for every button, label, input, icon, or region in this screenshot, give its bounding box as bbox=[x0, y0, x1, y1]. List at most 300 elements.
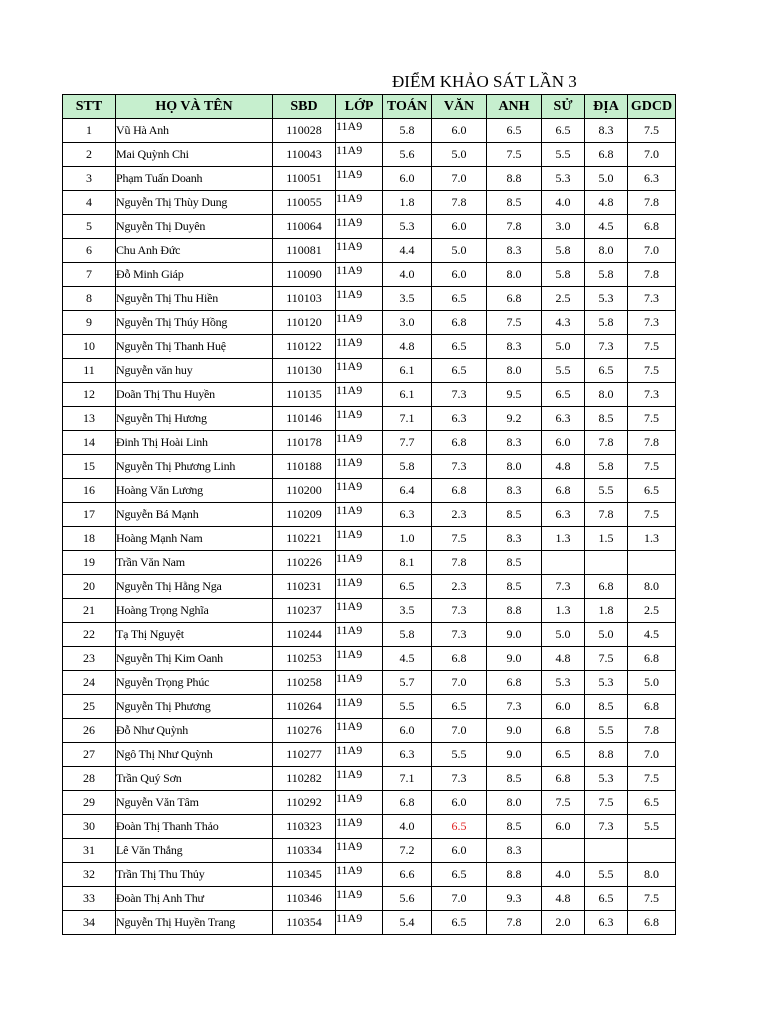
su-score: 6.5 bbox=[542, 743, 585, 767]
table-row bbox=[63, 239, 676, 263]
toan-score: 5.6 bbox=[383, 887, 432, 911]
gdcd-score: 6.5 bbox=[628, 791, 676, 815]
name-cell: Nguyễn Thị Hằng Nga bbox=[116, 575, 273, 599]
sbd-cell: 110282 bbox=[273, 767, 336, 791]
table-row bbox=[63, 359, 676, 383]
toan-score: 4.5 bbox=[383, 647, 432, 671]
anh-score: 8.0 bbox=[487, 359, 542, 383]
van-score: 6.8 bbox=[432, 311, 487, 335]
dia-score: 5.5 bbox=[585, 863, 628, 887]
toan-score: 4.0 bbox=[383, 263, 432, 287]
anh-score: 9.0 bbox=[487, 743, 542, 767]
gdcd-score: 5.0 bbox=[628, 671, 676, 695]
lop-cell: 11A9 bbox=[336, 239, 383, 263]
toan-score: 1.8 bbox=[383, 191, 432, 215]
dia-score: 1.5 bbox=[585, 527, 628, 551]
dia-score: 8.5 bbox=[585, 407, 628, 431]
table-row bbox=[63, 383, 676, 407]
name-cell: Nguyễn Văn Tâm bbox=[116, 791, 273, 815]
anh-score: 8.5 bbox=[487, 191, 542, 215]
gdcd-score: 6.3 bbox=[628, 167, 676, 191]
sbd-cell: 110258 bbox=[273, 671, 336, 695]
stt-cell: 19 bbox=[63, 551, 116, 575]
name-cell: Nguyễn Thị Kim Oanh bbox=[116, 647, 273, 671]
anh-score: 8.0 bbox=[487, 791, 542, 815]
sbd-cell: 110292 bbox=[273, 791, 336, 815]
anh-score: 9.0 bbox=[487, 623, 542, 647]
su-score: 4.8 bbox=[542, 647, 585, 671]
table-row bbox=[63, 311, 676, 335]
anh-score: 9.0 bbox=[487, 647, 542, 671]
toan-score: 6.0 bbox=[383, 719, 432, 743]
sbd-cell: 110188 bbox=[273, 455, 336, 479]
toan-score: 4.8 bbox=[383, 335, 432, 359]
name-cell: Đoàn Thị Thanh Thảo bbox=[116, 815, 273, 839]
lop-cell: 11A9 bbox=[336, 215, 383, 239]
stt-cell: 4 bbox=[63, 191, 116, 215]
gdcd-score: 2.5 bbox=[628, 599, 676, 623]
su-score: 5.8 bbox=[542, 239, 585, 263]
dia-score: 1.8 bbox=[585, 599, 628, 623]
van-score: 6.5 bbox=[432, 359, 487, 383]
name-cell: Hoàng Mạnh Nam bbox=[116, 527, 273, 551]
van-score: 2.3 bbox=[432, 575, 487, 599]
dia-score: 7.5 bbox=[585, 647, 628, 671]
toan-score: 8.1 bbox=[383, 551, 432, 575]
su-score: 6.3 bbox=[542, 407, 585, 431]
gdcd-score: 7.5 bbox=[628, 407, 676, 431]
anh-score: 9.2 bbox=[487, 407, 542, 431]
gdcd-score: 7.3 bbox=[628, 383, 676, 407]
dia-score: 6.3 bbox=[585, 911, 628, 935]
lop-cell: 11A9 bbox=[336, 575, 383, 599]
table-row bbox=[63, 695, 676, 719]
toan-score: 5.8 bbox=[383, 455, 432, 479]
name-cell: Nguyễn Thị Hương bbox=[116, 407, 273, 431]
dia-score: 8.3 bbox=[585, 119, 628, 143]
gdcd-score: 7.8 bbox=[628, 719, 676, 743]
su-score: 4.0 bbox=[542, 191, 585, 215]
van-score: 7.0 bbox=[432, 167, 487, 191]
table-row bbox=[63, 503, 676, 527]
toan-score: 4.0 bbox=[383, 815, 432, 839]
name-cell: Trần Thị Thu Thủy bbox=[116, 863, 273, 887]
van-score: 5.5 bbox=[432, 743, 487, 767]
toan-score: 5.8 bbox=[383, 623, 432, 647]
dia-score: 5.0 bbox=[585, 167, 628, 191]
name-cell: Trần Văn Nam bbox=[116, 551, 273, 575]
su-score: 6.5 bbox=[542, 119, 585, 143]
sbd-cell: 110237 bbox=[273, 599, 336, 623]
table-row bbox=[63, 263, 676, 287]
su-score: 5.0 bbox=[542, 623, 585, 647]
lop-cell: 11A9 bbox=[336, 191, 383, 215]
lop-cell: 11A9 bbox=[336, 623, 383, 647]
dia-score: 6.5 bbox=[585, 887, 628, 911]
lop-cell: 11A9 bbox=[336, 455, 383, 479]
table-row bbox=[63, 791, 676, 815]
name-cell: Đoàn Thị Anh Thư bbox=[116, 887, 273, 911]
sbd-cell: 110354 bbox=[273, 911, 336, 935]
table-row bbox=[63, 671, 676, 695]
van-score: 7.3 bbox=[432, 455, 487, 479]
anh-score: 6.8 bbox=[487, 287, 542, 311]
van-score: 7.0 bbox=[432, 671, 487, 695]
dia-score: 6.8 bbox=[585, 575, 628, 599]
stt-cell: 9 bbox=[63, 311, 116, 335]
stt-cell: 23 bbox=[63, 647, 116, 671]
lop-cell: 11A9 bbox=[336, 383, 383, 407]
sbd-cell: 110226 bbox=[273, 551, 336, 575]
toan-score: 6.8 bbox=[383, 791, 432, 815]
table-row bbox=[63, 815, 676, 839]
lop-cell: 11A9 bbox=[336, 431, 383, 455]
name-cell: Lê Văn Thắng bbox=[116, 839, 273, 863]
dia-score: 5.5 bbox=[585, 719, 628, 743]
van-score: 5.0 bbox=[432, 143, 487, 167]
name-cell: Nguyễn Thị Huyền Trang bbox=[116, 911, 273, 935]
table-row bbox=[63, 743, 676, 767]
stt-cell: 14 bbox=[63, 431, 116, 455]
sbd-cell: 110081 bbox=[273, 239, 336, 263]
anh-score: 8.5 bbox=[487, 815, 542, 839]
toan-score: 6.1 bbox=[383, 359, 432, 383]
table-row bbox=[63, 575, 676, 599]
van-score: 6.5 bbox=[432, 863, 487, 887]
anh-score: 7.5 bbox=[487, 311, 542, 335]
sbd-cell: 110231 bbox=[273, 575, 336, 599]
gdcd-score: 7.8 bbox=[628, 191, 676, 215]
name-cell: Hoàng Trọng Nghĩa bbox=[116, 599, 273, 623]
sbd-cell: 110122 bbox=[273, 335, 336, 359]
table-row bbox=[63, 767, 676, 791]
anh-score: 6.8 bbox=[487, 671, 542, 695]
gdcd-score: 4.5 bbox=[628, 623, 676, 647]
dia-score: 5.3 bbox=[585, 287, 628, 311]
van-score: 6.8 bbox=[432, 647, 487, 671]
stt-cell: 2 bbox=[63, 143, 116, 167]
su-score: 6.3 bbox=[542, 503, 585, 527]
name-cell: Mai Quỳnh Chi bbox=[116, 143, 273, 167]
gdcd-score: 7.5 bbox=[628, 767, 676, 791]
name-cell: Phạm Tuấn Doanh bbox=[116, 167, 273, 191]
anh-score: 8.3 bbox=[487, 479, 542, 503]
dia-score: 7.5 bbox=[585, 791, 628, 815]
sbd-cell: 110103 bbox=[273, 287, 336, 311]
anh-score: 8.3 bbox=[487, 839, 542, 863]
dia-score bbox=[585, 839, 628, 863]
col-gdcd-header: GDCD bbox=[628, 95, 676, 119]
dia-score: 7.8 bbox=[585, 503, 628, 527]
stt-cell: 20 bbox=[63, 575, 116, 599]
sbd-cell: 110221 bbox=[273, 527, 336, 551]
gdcd-score: 7.0 bbox=[628, 239, 676, 263]
van-score: 7.3 bbox=[432, 623, 487, 647]
su-score: 4.3 bbox=[542, 311, 585, 335]
sbd-cell: 110064 bbox=[273, 215, 336, 239]
name-cell: Nguyễn Thị Thanh Huệ bbox=[116, 335, 273, 359]
stt-cell: 24 bbox=[63, 671, 116, 695]
name-cell: Nguyễn Thị Thùy Dung bbox=[116, 191, 273, 215]
name-cell: Nguyễn Thị Phương bbox=[116, 695, 273, 719]
van-score: 6.0 bbox=[432, 839, 487, 863]
lop-cell: 11A9 bbox=[336, 287, 383, 311]
su-score: 6.5 bbox=[542, 383, 585, 407]
col-anh-header: ANH bbox=[487, 95, 542, 119]
sbd-cell: 110200 bbox=[273, 479, 336, 503]
table-row bbox=[63, 887, 676, 911]
lop-cell: 11A9 bbox=[336, 143, 383, 167]
name-cell: Nguyễn Thị Duyên bbox=[116, 215, 273, 239]
table-body bbox=[63, 119, 676, 935]
lop-cell: 11A9 bbox=[336, 407, 383, 431]
dia-score: 5.3 bbox=[585, 767, 628, 791]
table-row bbox=[63, 551, 676, 575]
stt-cell: 30 bbox=[63, 815, 116, 839]
dia-score: 5.8 bbox=[585, 311, 628, 335]
stt-cell: 15 bbox=[63, 455, 116, 479]
table-row bbox=[63, 143, 676, 167]
van-score: 7.3 bbox=[432, 599, 487, 623]
sbd-cell: 110244 bbox=[273, 623, 336, 647]
dia-score: 5.8 bbox=[585, 455, 628, 479]
lop-cell: 11A9 bbox=[336, 767, 383, 791]
lop-cell: 11A9 bbox=[336, 671, 383, 695]
van-score: 6.0 bbox=[432, 263, 487, 287]
dia-score: 7.8 bbox=[585, 431, 628, 455]
su-score: 5.8 bbox=[542, 263, 585, 287]
anh-score: 8.3 bbox=[487, 527, 542, 551]
stt-cell: 16 bbox=[63, 479, 116, 503]
su-score: 4.8 bbox=[542, 887, 585, 911]
toan-score: 5.5 bbox=[383, 695, 432, 719]
anh-score: 8.3 bbox=[487, 431, 542, 455]
su-score: 1.3 bbox=[542, 599, 585, 623]
lop-cell: 11A9 bbox=[336, 863, 383, 887]
toan-score: 6.3 bbox=[383, 743, 432, 767]
anh-score: 8.8 bbox=[487, 167, 542, 191]
stt-cell: 31 bbox=[63, 839, 116, 863]
table-row bbox=[63, 431, 676, 455]
table-header bbox=[63, 95, 676, 119]
gdcd-score: 6.8 bbox=[628, 215, 676, 239]
su-score: 5.0 bbox=[542, 335, 585, 359]
sbd-cell: 110130 bbox=[273, 359, 336, 383]
name-cell: Nguyễn Thị Phương Linh bbox=[116, 455, 273, 479]
van-score: 7.0 bbox=[432, 887, 487, 911]
gdcd-score: 7.5 bbox=[628, 887, 676, 911]
sbd-cell: 110276 bbox=[273, 719, 336, 743]
toan-score: 6.5 bbox=[383, 575, 432, 599]
su-score: 6.8 bbox=[542, 479, 585, 503]
van-score: 2.3 bbox=[432, 503, 487, 527]
table-row bbox=[63, 647, 676, 671]
van-score: 7.5 bbox=[432, 527, 487, 551]
su-score: 4.0 bbox=[542, 863, 585, 887]
toan-score: 6.3 bbox=[383, 503, 432, 527]
lop-cell: 11A9 bbox=[336, 887, 383, 911]
su-score: 7.5 bbox=[542, 791, 585, 815]
su-score bbox=[542, 839, 585, 863]
stt-cell: 17 bbox=[63, 503, 116, 527]
dia-score: 7.3 bbox=[585, 815, 628, 839]
lop-cell: 11A9 bbox=[336, 551, 383, 575]
name-cell: Doãn Thị Thu Huyền bbox=[116, 383, 273, 407]
gdcd-score: 7.5 bbox=[628, 119, 676, 143]
van-score: 7.3 bbox=[432, 383, 487, 407]
sbd-cell: 110043 bbox=[273, 143, 336, 167]
toan-score: 7.1 bbox=[383, 407, 432, 431]
van-score: 6.0 bbox=[432, 119, 487, 143]
gdcd-score: 7.0 bbox=[628, 743, 676, 767]
lop-cell: 11A9 bbox=[336, 695, 383, 719]
gdcd-score: 7.5 bbox=[628, 455, 676, 479]
sbd-cell: 110346 bbox=[273, 887, 336, 911]
su-score bbox=[542, 551, 585, 575]
gdcd-score: 7.0 bbox=[628, 143, 676, 167]
su-score: 3.0 bbox=[542, 215, 585, 239]
table-row bbox=[63, 287, 676, 311]
stt-cell: 34 bbox=[63, 911, 116, 935]
lop-cell: 11A9 bbox=[336, 839, 383, 863]
sbd-cell: 110051 bbox=[273, 167, 336, 191]
su-score: 2.0 bbox=[542, 911, 585, 935]
anh-score: 8.8 bbox=[487, 599, 542, 623]
col-toan-header: TOÁN bbox=[383, 95, 432, 119]
lop-cell: 11A9 bbox=[336, 503, 383, 527]
van-score: 7.3 bbox=[432, 767, 487, 791]
col-ho-va-ten-header: HỌ VÀ TÊN bbox=[116, 95, 273, 119]
stt-cell: 8 bbox=[63, 287, 116, 311]
anh-score: 8.5 bbox=[487, 575, 542, 599]
su-score: 7.3 bbox=[542, 575, 585, 599]
name-cell: Nguyễn Thị Thu Hiền bbox=[116, 287, 273, 311]
name-cell: Chu Anh Đức bbox=[116, 239, 273, 263]
su-score: 5.5 bbox=[542, 359, 585, 383]
stt-cell: 3 bbox=[63, 167, 116, 191]
su-score: 6.8 bbox=[542, 719, 585, 743]
lop-cell: 11A9 bbox=[336, 167, 383, 191]
stt-cell: 7 bbox=[63, 263, 116, 287]
anh-score: 8.5 bbox=[487, 503, 542, 527]
dia-score: 5.3 bbox=[585, 671, 628, 695]
dia-score: 8.5 bbox=[585, 695, 628, 719]
stt-cell: 27 bbox=[63, 743, 116, 767]
su-score: 6.0 bbox=[542, 695, 585, 719]
anh-score: 7.8 bbox=[487, 911, 542, 935]
stt-cell: 26 bbox=[63, 719, 116, 743]
table-row bbox=[63, 911, 676, 935]
gdcd-score: 6.8 bbox=[628, 647, 676, 671]
stt-cell: 13 bbox=[63, 407, 116, 431]
name-cell: Đinh Thị Hoài Linh bbox=[116, 431, 273, 455]
van-score: 6.0 bbox=[432, 215, 487, 239]
name-cell: Vũ Hà Anh bbox=[116, 119, 273, 143]
toan-score: 7.7 bbox=[383, 431, 432, 455]
col-stt-header: STT bbox=[63, 95, 116, 119]
table-row bbox=[63, 455, 676, 479]
anh-score: 8.0 bbox=[487, 263, 542, 287]
sbd-cell: 110028 bbox=[273, 119, 336, 143]
dia-score: 4.5 bbox=[585, 215, 628, 239]
su-score: 1.3 bbox=[542, 527, 585, 551]
name-cell: Tạ Thị Nguyệt bbox=[116, 623, 273, 647]
dia-score: 5.5 bbox=[585, 479, 628, 503]
van-score: 6.8 bbox=[432, 431, 487, 455]
anh-score: 8.5 bbox=[487, 767, 542, 791]
toan-score: 5.8 bbox=[383, 119, 432, 143]
dia-score: 5.0 bbox=[585, 623, 628, 647]
header-row bbox=[63, 95, 676, 119]
su-score: 5.3 bbox=[542, 167, 585, 191]
van-score: 6.5 bbox=[432, 815, 487, 839]
grades-table bbox=[62, 94, 676, 935]
name-cell: Đỗ Minh Giáp bbox=[116, 263, 273, 287]
col-sbd-header: SBD bbox=[273, 95, 336, 119]
dia-score: 6.8 bbox=[585, 143, 628, 167]
gdcd-score: 6.8 bbox=[628, 695, 676, 719]
toan-score: 7.1 bbox=[383, 767, 432, 791]
su-score: 6.0 bbox=[542, 815, 585, 839]
anh-score: 7.5 bbox=[487, 143, 542, 167]
toan-score: 5.7 bbox=[383, 671, 432, 695]
van-score: 7.8 bbox=[432, 551, 487, 575]
gdcd-score: 7.8 bbox=[628, 431, 676, 455]
van-score: 7.0 bbox=[432, 719, 487, 743]
su-score: 5.5 bbox=[542, 143, 585, 167]
name-cell: Nguyễn Bá Mạnh bbox=[116, 503, 273, 527]
su-score: 4.8 bbox=[542, 455, 585, 479]
anh-score: 8.8 bbox=[487, 863, 542, 887]
gdcd-score: 8.0 bbox=[628, 575, 676, 599]
table-row bbox=[63, 167, 676, 191]
stt-cell: 10 bbox=[63, 335, 116, 359]
anh-score: 6.5 bbox=[487, 119, 542, 143]
stt-cell: 1 bbox=[63, 119, 116, 143]
toan-score: 6.1 bbox=[383, 383, 432, 407]
van-score: 6.3 bbox=[432, 407, 487, 431]
gdcd-score bbox=[628, 839, 676, 863]
gdcd-score: 7.3 bbox=[628, 311, 676, 335]
lop-cell: 11A9 bbox=[336, 911, 383, 935]
sbd-cell: 110323 bbox=[273, 815, 336, 839]
sbd-cell: 110135 bbox=[273, 383, 336, 407]
lop-cell: 11A9 bbox=[336, 599, 383, 623]
toan-score: 5.3 bbox=[383, 215, 432, 239]
sbd-cell: 110209 bbox=[273, 503, 336, 527]
gdcd-score: 5.5 bbox=[628, 815, 676, 839]
dia-score: 7.3 bbox=[585, 335, 628, 359]
stt-cell: 28 bbox=[63, 767, 116, 791]
lop-cell: 11A9 bbox=[336, 335, 383, 359]
name-cell: Trần Quý Sơn bbox=[116, 767, 273, 791]
table-row bbox=[63, 215, 676, 239]
lop-cell: 11A9 bbox=[336, 479, 383, 503]
lop-cell: 11A9 bbox=[336, 119, 383, 143]
anh-score: 8.3 bbox=[487, 239, 542, 263]
table-row bbox=[63, 407, 676, 431]
sbd-cell: 110146 bbox=[273, 407, 336, 431]
anh-score: 7.3 bbox=[487, 695, 542, 719]
stt-cell: 25 bbox=[63, 695, 116, 719]
toan-score: 6.0 bbox=[383, 167, 432, 191]
toan-score: 7.2 bbox=[383, 839, 432, 863]
lop-cell: 11A9 bbox=[336, 743, 383, 767]
lop-cell: 11A9 bbox=[336, 311, 383, 335]
dia-score: 8.0 bbox=[585, 383, 628, 407]
table-row bbox=[63, 863, 676, 887]
gdcd-score: 7.5 bbox=[628, 503, 676, 527]
